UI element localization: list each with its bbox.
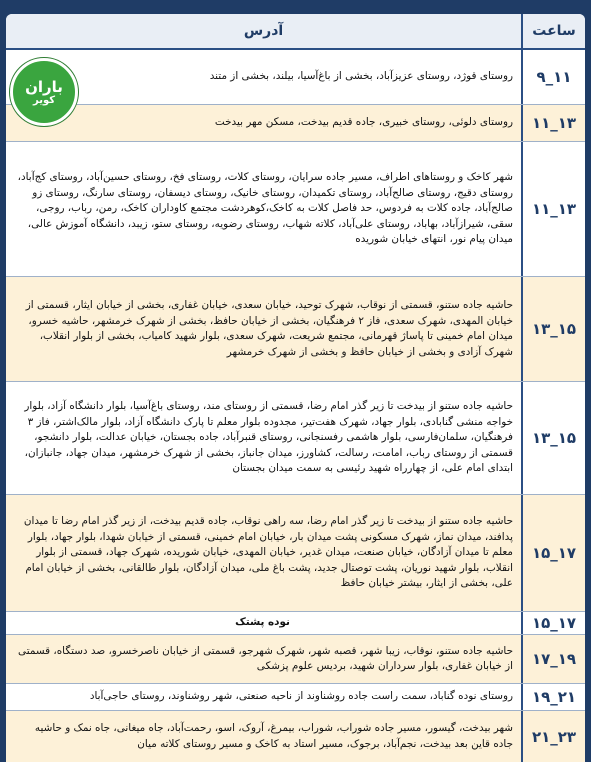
table-row bbox=[6, 50, 585, 105]
table-row bbox=[6, 711, 585, 762]
time-cell: ۱۵_۱۳ bbox=[521, 277, 585, 381]
time-cell: ۱۵_۱۳ bbox=[521, 382, 585, 494]
table-row bbox=[6, 635, 585, 684]
time-cell: ۱۷_۱۵ bbox=[521, 495, 585, 611]
table-header bbox=[6, 14, 585, 50]
address-cell: روستای قوژد، روستای عزیزآباد، بخشی از باغ‌آسیا، بیلند، بخشی از متند bbox=[209, 70, 513, 83]
channel-logo bbox=[10, 58, 78, 126]
time-cell: ۱۳_۱۱ bbox=[521, 142, 585, 276]
table-row bbox=[6, 277, 585, 382]
logo-text-sub: کویر bbox=[32, 94, 56, 106]
address-cell: حاشیه جاده ستنو از بیدخت تا زیر گذر امام رضا، قسمتی از روستای مند، روستای باغ‌آسیا، بلوار دانشگاه آزاد، بلوار خواجه منشی گنابادی، بلوار جهاد، شهرک هفت‌تیر، مجدوده بلوار معلم تا پارک دانشگاه آزاد، بلوار مالک‌اشتر، فاز ۳ فرهنگیان، سلمان‌فارسی، بلوار هاشمی رفسنجانی، روستای قنبرآباد، جاده بجستان، خیابان عدالت، بلوار دانشجو، قسمتی از روستای رباب، امامت، رسالت، کشاورز، میدان جانباز، بخشی از شهرک خرمشهر، میدان جهاد، جانبازان، ابتدای امام علی، از چهارراه شهید رئیسی به سمت میدان بجستان bbox=[24, 400, 513, 475]
table-row bbox=[6, 105, 585, 142]
address-cell: روستای دلوئی، روستای خبیری، جاده قدیم بیدخت، مسکن مهر بیدخت bbox=[214, 116, 513, 129]
table-row bbox=[6, 142, 585, 277]
address-cell: روستای نوده گناباد، سمت راست جاده روشناوند از ناحیه صنعتی، شهر روشناوند، روستای حاجی‌آباد bbox=[89, 690, 513, 703]
address-cell: شهر بیدخت، گیسور، مسیر جاده شوراب، شوراب، بیمرغ، آروک، اسو، رحمت‌آباد، جاه میغانی، جاه نمک و حاشیه جاده قاین بعد بیدخت، نجم‌آباد، برجوک، مسیر استاد به کاخک و مسیر روستای کلاته میان bbox=[34, 722, 513, 750]
logo-text-main: باران bbox=[25, 77, 63, 96]
address-cell: حاشیه جاده ستنو از بیدخت تا زیر گذر امام رضا، سه راهی نوقاب، جاده قدیم بیدخت، از زیر گذر امام رضا تا میدان پدافند، میدان نماز، شهرک مسکونی پشت میدان بار، خیابان امام خمینی، قسمتی از خیابان شهدا، بلوار جهاد، بلوار معلم تا میدان آزادگان، خیابان صنعت، میدان غدیر، خیابان المهدی، خیابان شوریده، شهرک جهاد، قسمتی از بلوار انقلاب، بلوار شهید نوریان، پشت توصتال جدید، پشت باغ ملی، میدان آزادگان، بلوار طالقانی، بخشی از خیابان امام علی، بخشی از ایثار، بیشتر خیابان حافظ bbox=[23, 515, 513, 590]
address-cell: حاشیه جاده ستنو، قسمتی از نوقاب، شهرک توحید، خیابان سعدی، خیابان غفاری، بخشی از خیابان ایثار، قسمتی از خیابان المهدی، شهرک سعدی، فاز ۲ فرهنگیان، بخشی از خیابان حافظ، بخشی از شهرک خرمشهر، حاشیه خسرو، میدان امام خمینی تا پاساژ قهرمانی، مجتمع شریعت، شهرک سعدی، بلوار شهید کامیاب، بخشی از بلوار انقلاب، شهرک آزادی و بخشی از خیابان حافظ و بخشی از شهرک خرمشهر bbox=[25, 299, 513, 358]
header-time: ساعت bbox=[521, 14, 585, 48]
table-row bbox=[6, 612, 585, 635]
address-cell: نوده پشتک bbox=[235, 616, 290, 629]
table-row bbox=[6, 684, 585, 711]
table-row bbox=[6, 495, 585, 612]
address-cell: حاشیه جاده ستنو، نوقاب، زیبا شهر، قصبه شهر، شهرک شهرجو، قسمتی از خیابان ناصرخسرو، صد دستگاه، قسمتی از خیابان غفاری، بلوار سرداران شهید، بردیس علوم پزشکی bbox=[18, 644, 513, 672]
schedule-table bbox=[6, 14, 585, 762]
time-cell: ۲۳_۲۱ bbox=[521, 711, 585, 762]
address-cell: شهر کاخک و روستاهای اطراف، مسیر جاده سرایان، روستای کلات، روستای فخ، روستای حسین‌آباد، روستای کج‌آباد، روستای دقیج، روستای صالح‌آباد، روستای تکمیدان، روستای خانیک، روستای دیسفان، روستای سارنگ، روستای زو صالح‌آباد، جاده کلات به فردوس، حد فاصل کلات به کاخک،کوهردشت مجتمع کاوداران کاخک، رمن، رباب، روجی، سقی، شیرازآباد، بهاباد، روستای علی‌آباد، کلاته شهاب، روستای رضویه، روستای ستو، زیبد، دانشگاه آموزش عالی، میدان پیام نور، انتهای خیابان شوریده bbox=[17, 171, 513, 246]
time-cell: ۱۱_۹ bbox=[521, 50, 585, 104]
time-cell: ۱۳_۱۱ bbox=[521, 105, 585, 141]
time-cell: ۲۱_۱۹ bbox=[521, 684, 585, 710]
table-row bbox=[6, 382, 585, 495]
header-address: آدرس bbox=[243, 23, 284, 39]
time-cell: ۱۷_۱۵ bbox=[521, 612, 585, 634]
time-cell: ۱۹_۱۷ bbox=[521, 635, 585, 683]
